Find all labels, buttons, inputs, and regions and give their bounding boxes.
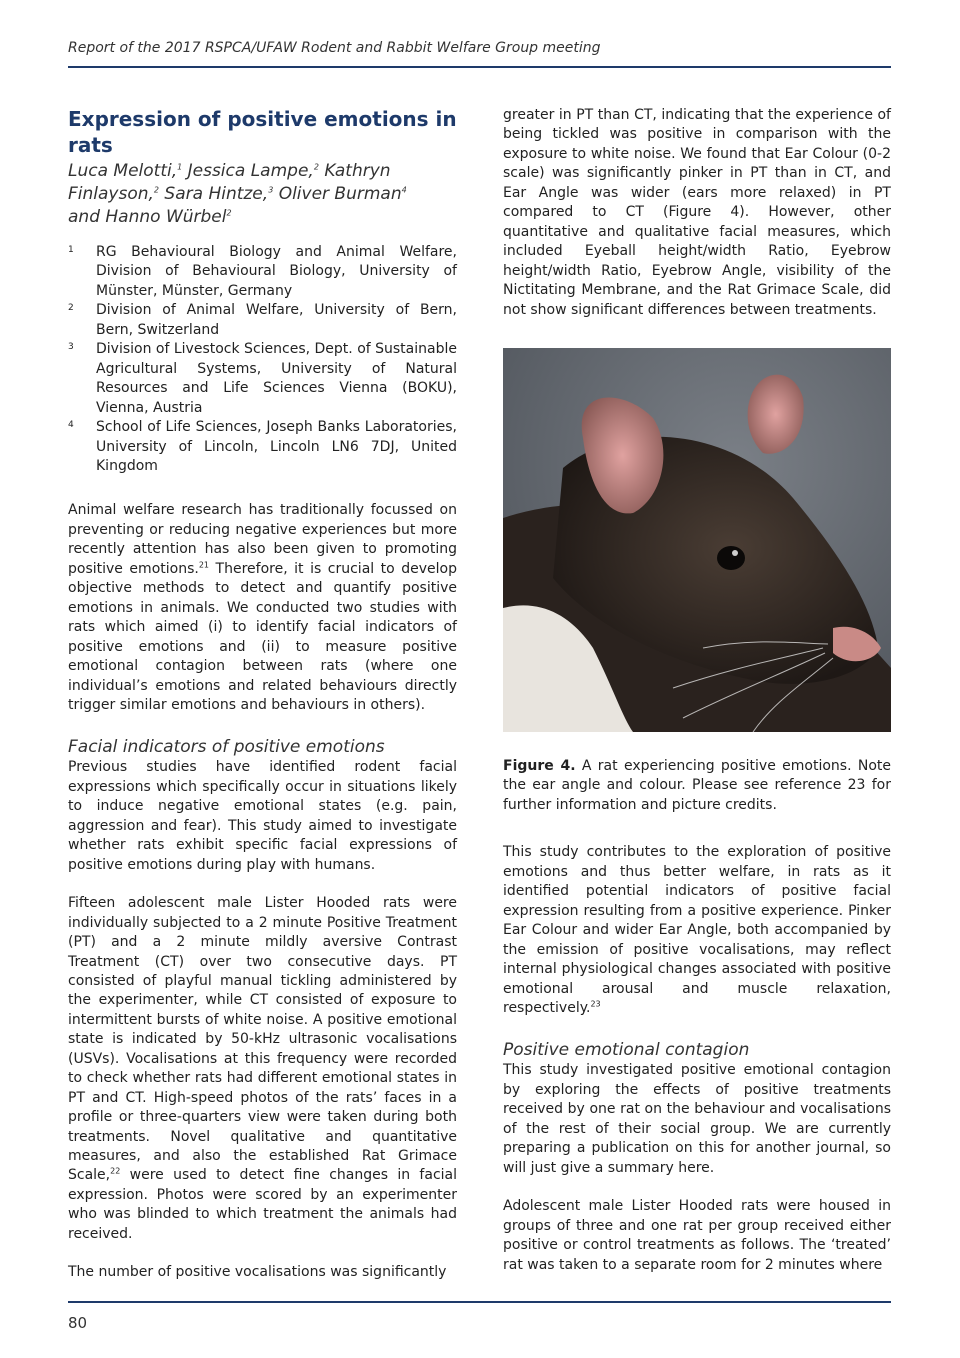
text-run: This study contributes to the exploration of positive emotions and thus better welfare, in rats as it identified potential indicators of positive facial expression resulting from a positive experience. Pinker Ear Colour and wider Ear Angle, both accompanied by the emission of positive vocalisations, may reflect internal physiological changes associated with positive emotional arousal and muscle relaxation, respectively. xyxy=(503,844,891,1016)
text-run: were used to detect fine changes in facial expression. Photos were scored by an experimenter who was blinded to which treatment the animals had received. xyxy=(68,1167,457,1242)
author-name: Jessica Lampe, xyxy=(187,161,314,181)
affiliation-text: RG Behavioural Biology and Animal Welfare, Division of Behavioural Biology, University of Münster, Münster, Germany xyxy=(96,244,457,299)
citation: 22 xyxy=(110,1166,121,1176)
text-run: Animal welfare research has traditionally focussed on preventing or reducing negative experiences but more recently attention has also been given to promoting positive emotions. xyxy=(68,502,457,577)
author-name: Kathryn Finlayson, xyxy=(68,161,391,204)
affiliation-number: 1 xyxy=(68,245,74,255)
intro-paragraph xyxy=(68,501,457,715)
text-run: A rat experiencing positive emotions. Note the ear angle and colour. Please see reference 23 for further information and picture credits. xyxy=(503,757,891,813)
body-paragraph xyxy=(503,843,891,1018)
author-name: Hanno Würbel xyxy=(105,207,227,227)
author-list xyxy=(68,160,457,229)
affiliation-text: School of Life Sciences, Joseph Banks Laboratories, University of Lincoln, Lincoln LN6 7DJ, United Kingdom xyxy=(96,419,457,474)
author-sup: 2 xyxy=(153,185,160,195)
running-header: Report of the 2017 RSPCA/UFAW Rodent and Rabbit Welfare Group meeting xyxy=(68,40,891,68)
affiliation-number: 3 xyxy=(68,342,74,353)
body-paragraph: Previous studies have identified rodent facial expressions which specifically occur in situations likely to induce negative emotional states (e.g. pain, aggression and fear). This study aimed to investigate whether rats exhibit specific facial expressions of positive emotions during play with humans. xyxy=(68,759,457,873)
affiliation xyxy=(68,340,457,418)
body-paragraph: The number of positive vocalisations was significantly xyxy=(68,1264,447,1281)
author-and: and xyxy=(68,207,100,227)
body-paragraph: This study investigated positive emotional contagion by exploring the effects of positive treatments received by one rat on the behaviour and vocalisations of the rest of their social group. We are currently preparing a publication on this for another journal, so will just give a summary here. xyxy=(503,1062,891,1176)
article-title: Expression of positive emotions in rats xyxy=(68,107,457,157)
figure-caption xyxy=(503,757,891,815)
affiliation-text: Division of Animal Welfare, University of Bern, Bern, Switzerland xyxy=(96,302,457,338)
body-paragraph: greater in PT than CT, indicating that the experience of being tickled was positive in comparison with the exposure to white noise. We found that Ear Colour (0-2 scale) was significantly pinker in PT than in CT, and Ear Angle was wider (ears more relaxed) in PT compared to CT (Figure 4). However, other quantitative and qualitative facial measures, which included Eyeball height/width Ratio, Eyebrow height/width Ratio, Eyebrow Angle, visibility of the Nictitating Membrane, and the Rat Grimace Scale, did not show significant differences between treatments. xyxy=(503,107,891,318)
text-run: Therefore, it is crucial to develop objective methods to detect and quantify positive emotions in animals. We conducted two studies with rats which aimed (i) to identify facial indicators of positive emotions and (ii) to measure positive emotional contagion between rats (where one individual’s emotions and related behaviours directly trigger similar emotions and behaviours in others). xyxy=(68,560,458,713)
footer-rule xyxy=(68,1301,891,1303)
right-column xyxy=(503,106,891,1275)
citation: 23 xyxy=(590,999,601,1009)
author-name: Oliver Burman xyxy=(278,184,402,204)
section-heading: Facial indicators of positive emotions xyxy=(68,737,385,758)
body-paragraph: Adolescent male Lister Hooded rats were housed in groups of three and one rat per group received either positive or control treatments as follows. The ‘treated’ rat was taken to a separate room for 2 minutes where xyxy=(503,1198,891,1273)
affiliation-number: 2 xyxy=(68,303,74,314)
author-sup: 1 xyxy=(177,162,183,172)
affiliation xyxy=(68,301,457,340)
text-run: Fifteen adolescent male Lister Hooded rats were individually subjected to a 2 minute Positive Treatment (PT) and a 2 minute mildly aversive Contrast Treatment (CT) over two consecutive days. PT consisted of playful manual tickling administered by the experimenter, while CT consisted of exposure to intermittent bursts of white noise. A positive emotional state is indicated by 50-kHz ultrasonic vocalisations (USVs). Vocalisations at this frequency were recorded to check whether rats had different emotional states in PT and CT. High-speed photos of the rats’ faces in a profile or three-quarters view were taken during both treatments. Novel qualitative and quantitative measures, and also the established Rat Grimace Scale, xyxy=(68,895,457,1184)
section-heading: Positive emotional contagion xyxy=(503,1040,750,1061)
rat-photo xyxy=(503,348,891,732)
affiliation-list xyxy=(68,243,457,476)
affiliation-text: Division of Livestock Sciences, Dept. of Sustainable Agricultural Systems, University of Natural Resources and Life Sciences Vienna (BOKU), Vienna, Austria xyxy=(96,341,457,416)
left-column xyxy=(68,106,457,1283)
affiliation xyxy=(68,243,457,301)
affiliation-number: 4 xyxy=(68,420,74,431)
author-sup: 3 xyxy=(268,185,274,195)
affiliation xyxy=(68,418,457,476)
page-number: 80 xyxy=(68,1314,88,1332)
body-paragraph xyxy=(68,894,457,1244)
author-sup: 2 xyxy=(226,208,232,218)
author-sup: 4 xyxy=(401,185,407,195)
author-sup: 2 xyxy=(313,162,319,172)
author-name: Sara Hintze, xyxy=(164,184,269,204)
figure-label: Figure 4. xyxy=(503,757,576,774)
citation: 21 xyxy=(198,560,210,570)
author-name: Luca Melotti, xyxy=(68,161,178,181)
